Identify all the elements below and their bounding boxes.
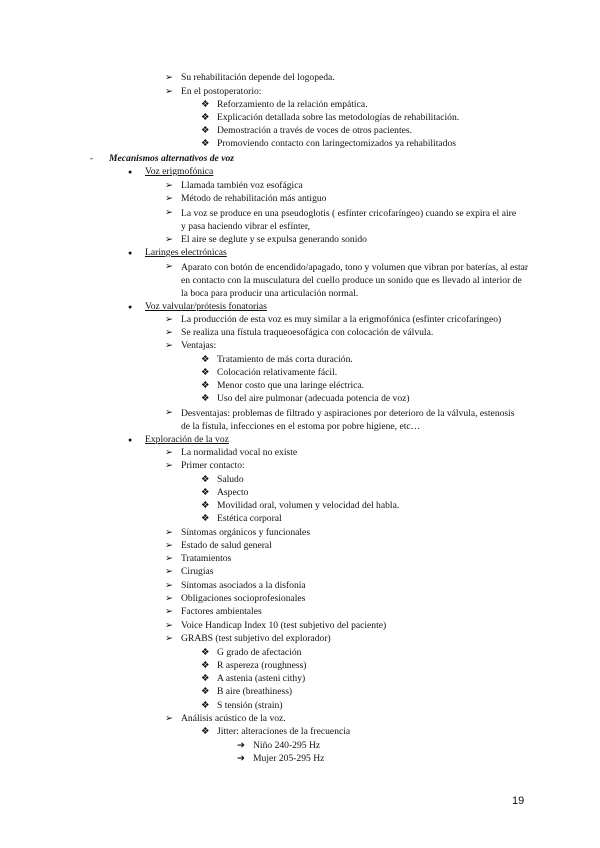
list-item: Colocación relativamente fácil. [217,367,338,378]
arrow-marker: ➢ [165,86,174,97]
list-item: Síntomas orgánicos y funcionales [181,527,311,538]
arrow-marker: ➢ [165,72,174,83]
bullet-marker: ● [128,249,133,257]
arrow-marker: ➢ [165,566,174,577]
arrow-marker: ➢ [165,606,174,617]
bullet-marker: ● [128,303,133,311]
list-item: Primer contacto: [181,460,245,471]
arrow-marker: ➢ [165,540,174,551]
list-item: G grado de afectación [217,647,302,658]
diamond-marker: ❖ [201,686,210,697]
list-item: Explicación detallada sobre las metodologías de rehabilitación. [217,112,460,123]
diamond-marker: ❖ [201,138,210,149]
list-item: Síntomas asociados a la disfonía [181,580,306,591]
arrow-marker: ➢ [165,460,174,471]
arrow-marker: ➢ [165,327,174,338]
arrow-marker: ➢ [165,633,174,644]
diamond-marker: ❖ [201,474,210,485]
diamond-marker: ❖ [201,513,210,524]
arrow-marker: ➢ [165,593,174,604]
list-item: Jitter: alteraciones de la frecuencia [217,726,351,737]
section-heading: Mecanismos alternativos de voz [109,153,234,164]
arrow-marker: ➢ [165,261,174,272]
list-item: Estética corporal [217,513,282,524]
diamond-marker: ❖ [201,700,210,711]
right-arrow-marker: ➔ [237,740,246,751]
diamond-marker: ❖ [201,660,210,671]
list-item: Tratamiento de más corta duración. [217,354,353,365]
diamond-marker: ❖ [201,487,210,498]
list-item: Se realiza una fístula traqueoesofágica con colocación de válvula. [181,327,434,338]
arrow-marker: ➢ [165,180,174,191]
arrow-marker: ➢ [165,340,174,351]
diamond-marker: ❖ [201,673,210,684]
bullet-marker: ● [128,168,133,176]
list-item: Voice Handicap Index 10 (test subjetivo del paciente) [181,620,387,631]
list-item: Mujer 205-295 Hz [253,753,325,764]
list-item: A astenia (asteni cithy) [217,673,306,684]
list-item: El aire se deglute y se expulsa generando sonido [181,234,367,245]
list-item: Método de rehabilitación más antiguo [181,193,327,204]
diamond-marker: ❖ [201,393,210,404]
list-item: B aire (breathiness) [217,686,293,697]
dash-marker: - [90,153,94,164]
diamond-marker: ❖ [201,99,210,110]
subsection-heading: Voz valvular/prótesis fonatorias [145,301,267,312]
diamond-marker: ❖ [201,647,210,658]
list-item: Desventajas: problemas de filtrado y aspiraciones por deterioro de la válvula, estenosis de la fístula, infecciones en el estoma por pobre higiene, etc… [181,408,515,432]
right-arrow-marker: ➔ [237,753,246,764]
list-item: Cirugías [181,566,214,577]
list-item: Niño 240-295 Hz [253,740,321,751]
arrow-marker: ➢ [165,193,174,204]
page-number: 19 [512,795,525,807]
arrow-marker: ➢ [165,407,174,418]
subsection-heading: Voz erigmofónica [145,166,214,177]
list-item: Obligaciones socioprofesionales [181,593,306,604]
arrow-marker: ➢ [165,553,174,564]
list-item: La normalidad vocal no existe [181,447,298,458]
subsection-heading: Laringes electrónicas [145,247,227,258]
list-item: Menor costo que una laringe eléctrica. [217,380,365,391]
list-item: Reforzamiento de la relación empática. [217,99,368,110]
list-item: S tensión (strain) [217,700,283,711]
arrow-marker: ➢ [165,713,174,724]
bullet-marker: ● [128,436,133,444]
list-item: Factores ambientales [181,606,262,617]
list-item: Estado de salud general [181,540,272,551]
arrow-marker: ➢ [165,314,174,325]
diamond-marker: ❖ [201,380,210,391]
list-item: Aparato con botón de encendido/apagado, tono y volumen que vibran por baterías, al estar en contacto con la musculatura del cuello produce un sonido que es llevado al interior de la boca para producir una articulación normal. [181,262,529,299]
subsection-heading: Exploración de la voz [145,434,229,445]
diamond-marker: ❖ [201,125,210,136]
arrow-marker: ➢ [165,207,174,218]
list-item: Su rehabilitación depende del logopeda. [181,72,335,83]
arrow-marker: ➢ [165,447,174,458]
list-item: La producción de esta voz es muy similar a la erigmofónica (esfínter cricofaríngeo) [181,314,502,325]
list-item: Aspecto [217,487,249,498]
list-item: Ventajas: [181,340,217,351]
list-item: Llamada también voz esofágica [181,180,303,191]
list-item: Saludo [217,474,244,485]
arrow-marker: ➢ [165,580,174,591]
list-item: La voz se produce en una pseudoglotis ( esfínter cricofaríngeo) cuando se expira el aire y pasa haciendo vibrar el esfínter, [181,208,517,232]
diamond-marker: ❖ [201,354,210,365]
list-item: GRABS (test subjetivo del explorador) [181,633,331,644]
list-item: Uso del aire pulmonar (adecuada potencia de voz) [217,393,410,404]
arrow-marker: ➢ [165,620,174,631]
list-item: R aspereza (roughness) [217,660,307,671]
list-item: Análisis acústico de la voz. [181,713,286,724]
list-item: Promoviendo contacto con laringectomizados ya rehabilitados [217,138,456,149]
list-item: Movilidad oral, volumen y velocidad del habla. [217,500,400,511]
diamond-marker: ❖ [201,500,210,511]
arrow-marker: ➢ [165,527,174,538]
list-item: En el postoperatorio: [181,86,262,97]
list-item: Tratamientos [181,553,232,564]
diamond-marker: ❖ [201,726,210,737]
diamond-marker: ❖ [201,112,210,123]
diamond-marker: ❖ [201,367,210,378]
list-item: Demostración a través de voces de otros pacientes. [217,125,412,136]
arrow-marker: ➢ [165,234,174,245]
